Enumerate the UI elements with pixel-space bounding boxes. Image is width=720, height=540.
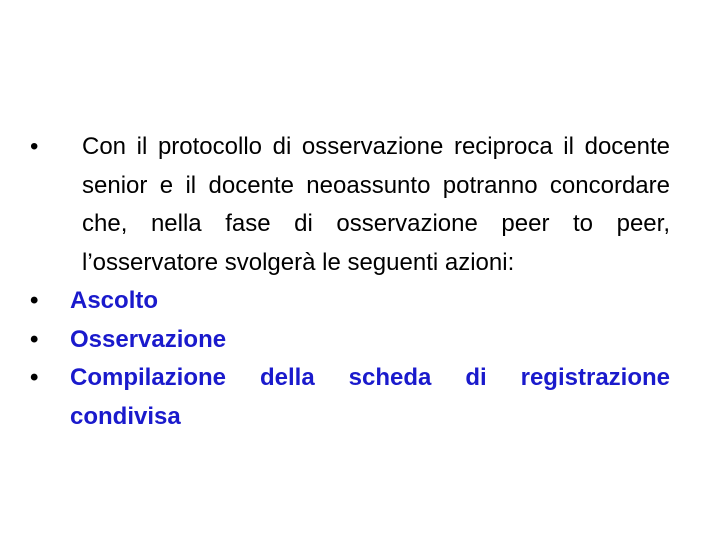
bullet-icon: • xyxy=(30,133,39,160)
bullet-text-intro: Con il protocollo di osservazione reciproca il docente senior e il docente neoassunto potranno concordare che, nella fase di osservazione peer to peer, l’osservatore svolgerà le seguenti azioni: xyxy=(82,133,670,276)
bullet-item-intro xyxy=(30,128,670,282)
bullet-text-osservazione: Osservazione xyxy=(70,325,227,353)
bullet-text-compilazione: Compilazione della scheda di registrazione condivisa xyxy=(70,364,670,430)
bullet-icon: • xyxy=(30,364,39,391)
bullet-text-ascolto: Ascolto xyxy=(70,287,159,314)
bullet-list xyxy=(30,128,670,436)
bullet-item-compilazione xyxy=(30,359,670,436)
bullet-icon: • xyxy=(30,287,39,314)
bullet-icon: • xyxy=(30,325,39,353)
bullet-item-osservazione xyxy=(30,321,670,360)
bullet-item-ascolto xyxy=(30,282,670,321)
